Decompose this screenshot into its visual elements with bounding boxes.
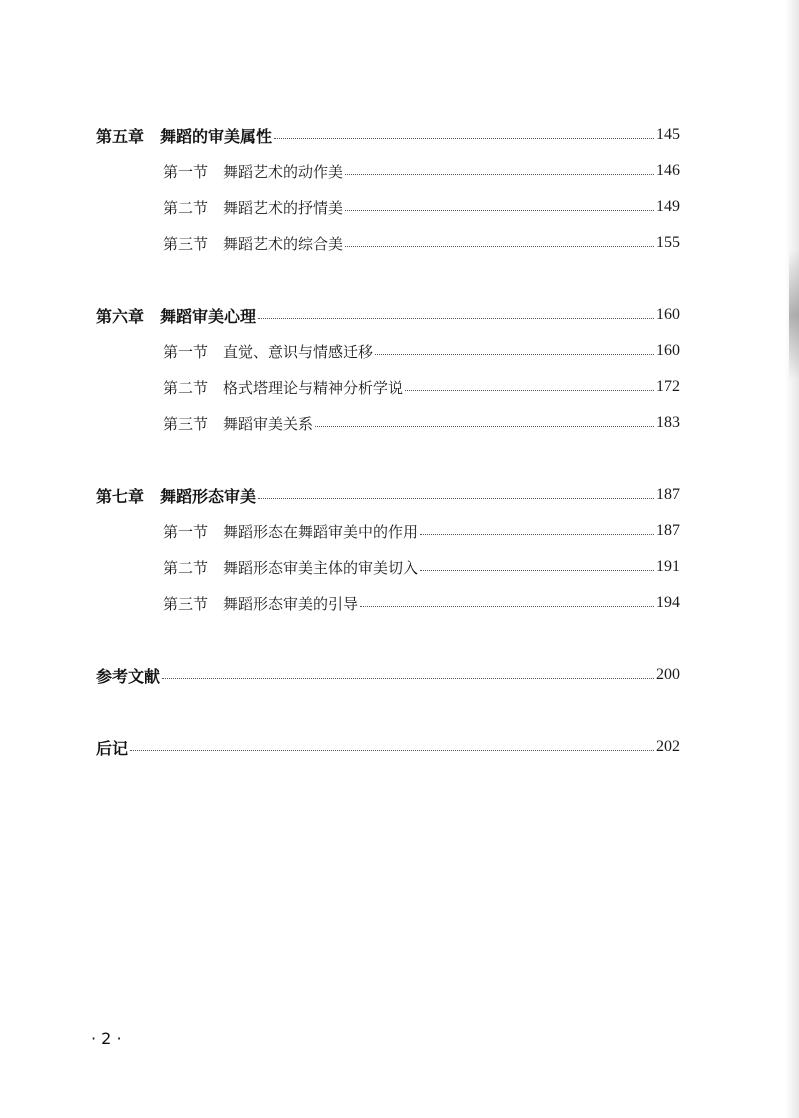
section-number: 第二节 <box>163 198 209 217</box>
toc-references[interactable] <box>96 664 680 686</box>
chapter-title: 舞蹈审美心理 <box>160 306 257 326</box>
leader-dots <box>258 497 654 499</box>
toc-chapter-6[interactable] <box>96 304 680 326</box>
leader-dots <box>258 317 654 319</box>
page-number: 160 <box>656 306 680 323</box>
toc-section-6-1[interactable] <box>163 340 680 362</box>
leader-dots <box>360 605 654 607</box>
section-title: 舞蹈艺术的综合美 <box>223 234 344 253</box>
toc-chapter-5[interactable] <box>96 124 680 146</box>
section-number: 第二节 <box>163 378 209 397</box>
page-number: 160 <box>656 342 680 359</box>
leader-dots <box>274 137 654 139</box>
leader-dots <box>315 425 654 427</box>
page-number: 183 <box>656 414 680 431</box>
page-number: 155 <box>656 234 680 251</box>
toc-section-7-2[interactable] <box>163 556 680 578</box>
references-title: 参考文献 <box>96 666 161 686</box>
section-number: 第三节 <box>163 234 209 253</box>
page-number: 187 <box>656 486 680 503</box>
page-number: 200 <box>656 666 680 683</box>
toc-section-7-3[interactable] <box>163 592 680 614</box>
page-number: 146 <box>656 162 680 179</box>
page-number: 202 <box>656 738 680 755</box>
section-number: 第一节 <box>163 522 209 541</box>
leader-dots <box>162 677 654 679</box>
chapter-number: 第六章 <box>96 306 145 326</box>
section-title: 舞蹈形态审美主体的审美切入 <box>223 558 419 577</box>
toc-section-6-3[interactable] <box>163 412 680 434</box>
leader-dots <box>130 749 654 751</box>
chapter-title: 舞蹈的审美属性 <box>160 126 273 146</box>
toc-section-6-2[interactable] <box>163 376 680 398</box>
leader-dots <box>345 245 654 247</box>
page-number: 149 <box>656 198 680 215</box>
leader-dots <box>420 533 654 535</box>
page-folio: · 2 · <box>91 1029 122 1048</box>
toc-section-5-2[interactable] <box>163 196 680 218</box>
leader-dots <box>345 209 654 211</box>
toc-section-7-1[interactable] <box>163 520 680 542</box>
leader-dots <box>375 353 654 355</box>
page-number: 172 <box>656 378 680 395</box>
toc-section-5-1[interactable] <box>163 160 680 182</box>
section-number: 第二节 <box>163 558 209 577</box>
toc-afterword[interactable] <box>96 736 680 758</box>
leader-dots <box>345 173 654 175</box>
section-title: 直觉、意识与情感迁移 <box>223 342 374 361</box>
chapter-number: 第五章 <box>96 126 145 146</box>
afterword-title: 后记 <box>96 738 129 758</box>
toc-section-5-3[interactable] <box>163 232 680 254</box>
page-number: 145 <box>656 126 680 143</box>
leader-dots <box>420 569 654 571</box>
section-title: 舞蹈艺术的动作美 <box>223 162 344 181</box>
chapter-title: 舞蹈形态审美 <box>160 486 257 506</box>
page-edge-shadow <box>785 0 799 1118</box>
section-title: 舞蹈形态审美的引导 <box>223 594 359 613</box>
leader-dots <box>405 389 654 391</box>
page-number: 191 <box>656 558 680 575</box>
page-number: 187 <box>656 522 680 539</box>
page-number: 194 <box>656 594 680 611</box>
section-number: 第一节 <box>163 342 209 361</box>
section-title: 舞蹈艺术的抒情美 <box>223 198 344 217</box>
section-number: 第三节 <box>163 414 209 433</box>
section-title: 舞蹈形态在舞蹈审美中的作用 <box>223 522 419 541</box>
section-title: 格式塔理论与精神分析学说 <box>223 378 404 397</box>
toc-chapter-7[interactable] <box>96 484 680 506</box>
section-number: 第三节 <box>163 594 209 613</box>
section-number: 第一节 <box>163 162 209 181</box>
chapter-number: 第七章 <box>96 486 145 506</box>
section-title: 舞蹈审美关系 <box>223 414 314 433</box>
